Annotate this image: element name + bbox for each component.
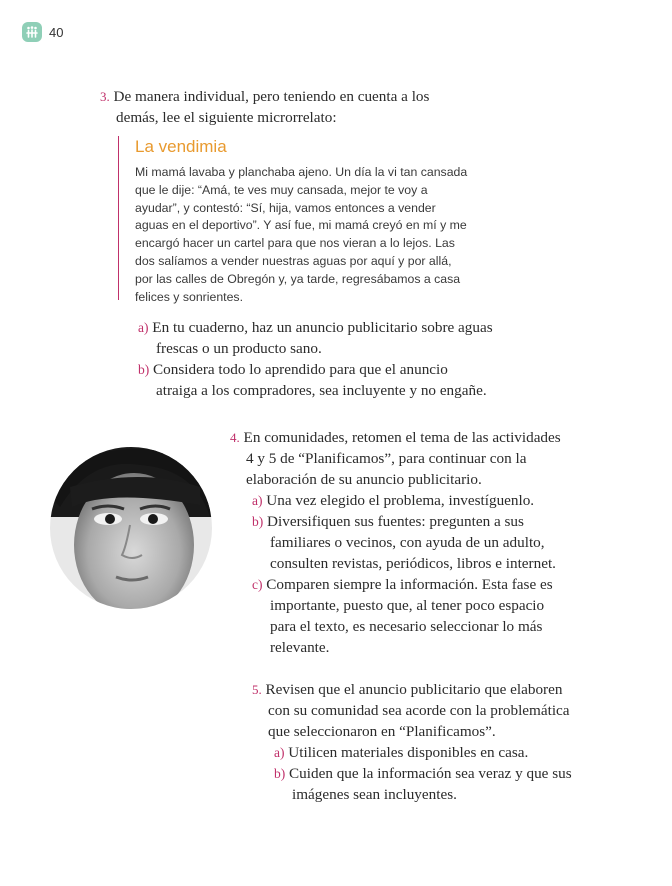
- subitem-text: relevante.: [270, 639, 330, 656]
- microstory-line: aguas en el deportivo”. Y así fue, mi mamá creyó en mí y me: [135, 218, 467, 233]
- activity-3-subitems: [138, 317, 493, 401]
- microstory-body: [135, 164, 495, 306]
- subitem-text: consulten revistas, periódicos, libros e internet.: [270, 555, 556, 572]
- subitem-text: Cuiden que la información sea veraz y que sus: [289, 765, 572, 782]
- subitem-text: Utilicen materiales disponibles en casa.: [288, 744, 529, 761]
- subitem-text: Una vez elegido el problema, investíguenlo.: [266, 492, 535, 509]
- activity-4-text: elaboración de su anuncio publicitario.: [246, 471, 482, 488]
- subitem-letter: c): [252, 577, 263, 592]
- page-number: 40: [49, 24, 64, 40]
- subitem-text: frescas o un producto sano.: [156, 340, 322, 357]
- microstory-line: felices y sonrientes.: [135, 289, 243, 304]
- subitem-a: [138, 317, 493, 359]
- activity-5: [252, 679, 572, 805]
- subitem-text: para el texto, es necesario seleccionar lo más: [270, 618, 543, 635]
- activity-5-number: 5.: [252, 682, 262, 697]
- subitem-text: familiares o vecinos, con ayuda de un adulto,: [270, 534, 545, 551]
- activity-4: [230, 427, 561, 658]
- activity-3-text: De manera individual, pero teniendo en cuenta a los: [113, 88, 430, 105]
- subitem-a: [274, 742, 572, 763]
- subitem-text: Comparen siempre la información. Esta fase es: [266, 576, 553, 593]
- activity-5-text: que seleccionaron en “Planificamos”.: [268, 723, 496, 740]
- boy-portrait-photo: [50, 447, 212, 609]
- activity-3-number: 3.: [100, 89, 110, 104]
- subitem-letter: a): [252, 493, 263, 508]
- subitem-text: Diversifiquen sus fuentes: pregunten a sus: [267, 513, 524, 530]
- subitem-text: importante, puesto que, al tener poco espacio: [270, 597, 545, 614]
- page-header: [22, 22, 63, 42]
- subitem-letter: b): [252, 514, 264, 529]
- activity-3-line: [100, 86, 429, 107]
- subitem-text: Considera todo lo aprendido para que el anuncio: [153, 361, 448, 378]
- activity-5-text: con su comunidad sea acorde con la problemática: [268, 702, 570, 719]
- subitem-c: [252, 574, 561, 658]
- microstory-line: que le dije: “Amá, te ves muy cansada, mejor te voy a: [135, 182, 428, 197]
- microstory-line: ayudar”, y contestó: “Sí, hija, vamos entonces a vender: [135, 200, 436, 215]
- microstory-box: [118, 136, 495, 304]
- activity-3-text: demás, lee el siguiente microrrelato:: [116, 109, 337, 126]
- activity-3: [100, 86, 429, 128]
- microstory-line: por las calles de Obregón y, ya tarde, regresábamos a casa: [135, 271, 461, 286]
- subitem-text: En tu cuaderno, haz un anuncio publicitario sobre aguas: [152, 319, 493, 336]
- subitem-text: imágenes sean incluyentes.: [292, 786, 457, 803]
- subitem-b: [138, 359, 493, 401]
- activity-4-text: 4 y 5 de “Planificamos”, para continuar con la: [246, 450, 527, 467]
- subitem-b: [252, 511, 561, 574]
- activity-4-number: 4.: [230, 430, 240, 445]
- microstory-line: encargó hacer un cartel para que nos vieran a lo lejos. Las: [135, 236, 455, 251]
- microstory-line: Mi mamá lavaba y planchaba ajeno. Un día la vi tan cansada: [135, 165, 468, 179]
- subitem-letter: b): [138, 362, 150, 377]
- subitem-b: [274, 763, 572, 805]
- subitem-letter: a): [138, 320, 149, 335]
- microstory-line: dos salíamos a vender nuestras aguas por aquí y por allá,: [135, 253, 452, 268]
- community-logo-icon: [22, 22, 42, 42]
- subitem-a: [252, 490, 561, 511]
- subitem-letter: b): [274, 766, 286, 781]
- activity-4-text: En comunidades, retomen el tema de las actividades: [243, 429, 561, 446]
- subitem-text: atraiga a los compradores, sea incluyente y no engañe.: [156, 382, 487, 399]
- activity-5-text: Revisen que el anuncio publicitario que elaboren: [265, 681, 563, 698]
- microstory-title: La vendimia: [135, 137, 227, 156]
- subitem-letter: a): [274, 745, 285, 760]
